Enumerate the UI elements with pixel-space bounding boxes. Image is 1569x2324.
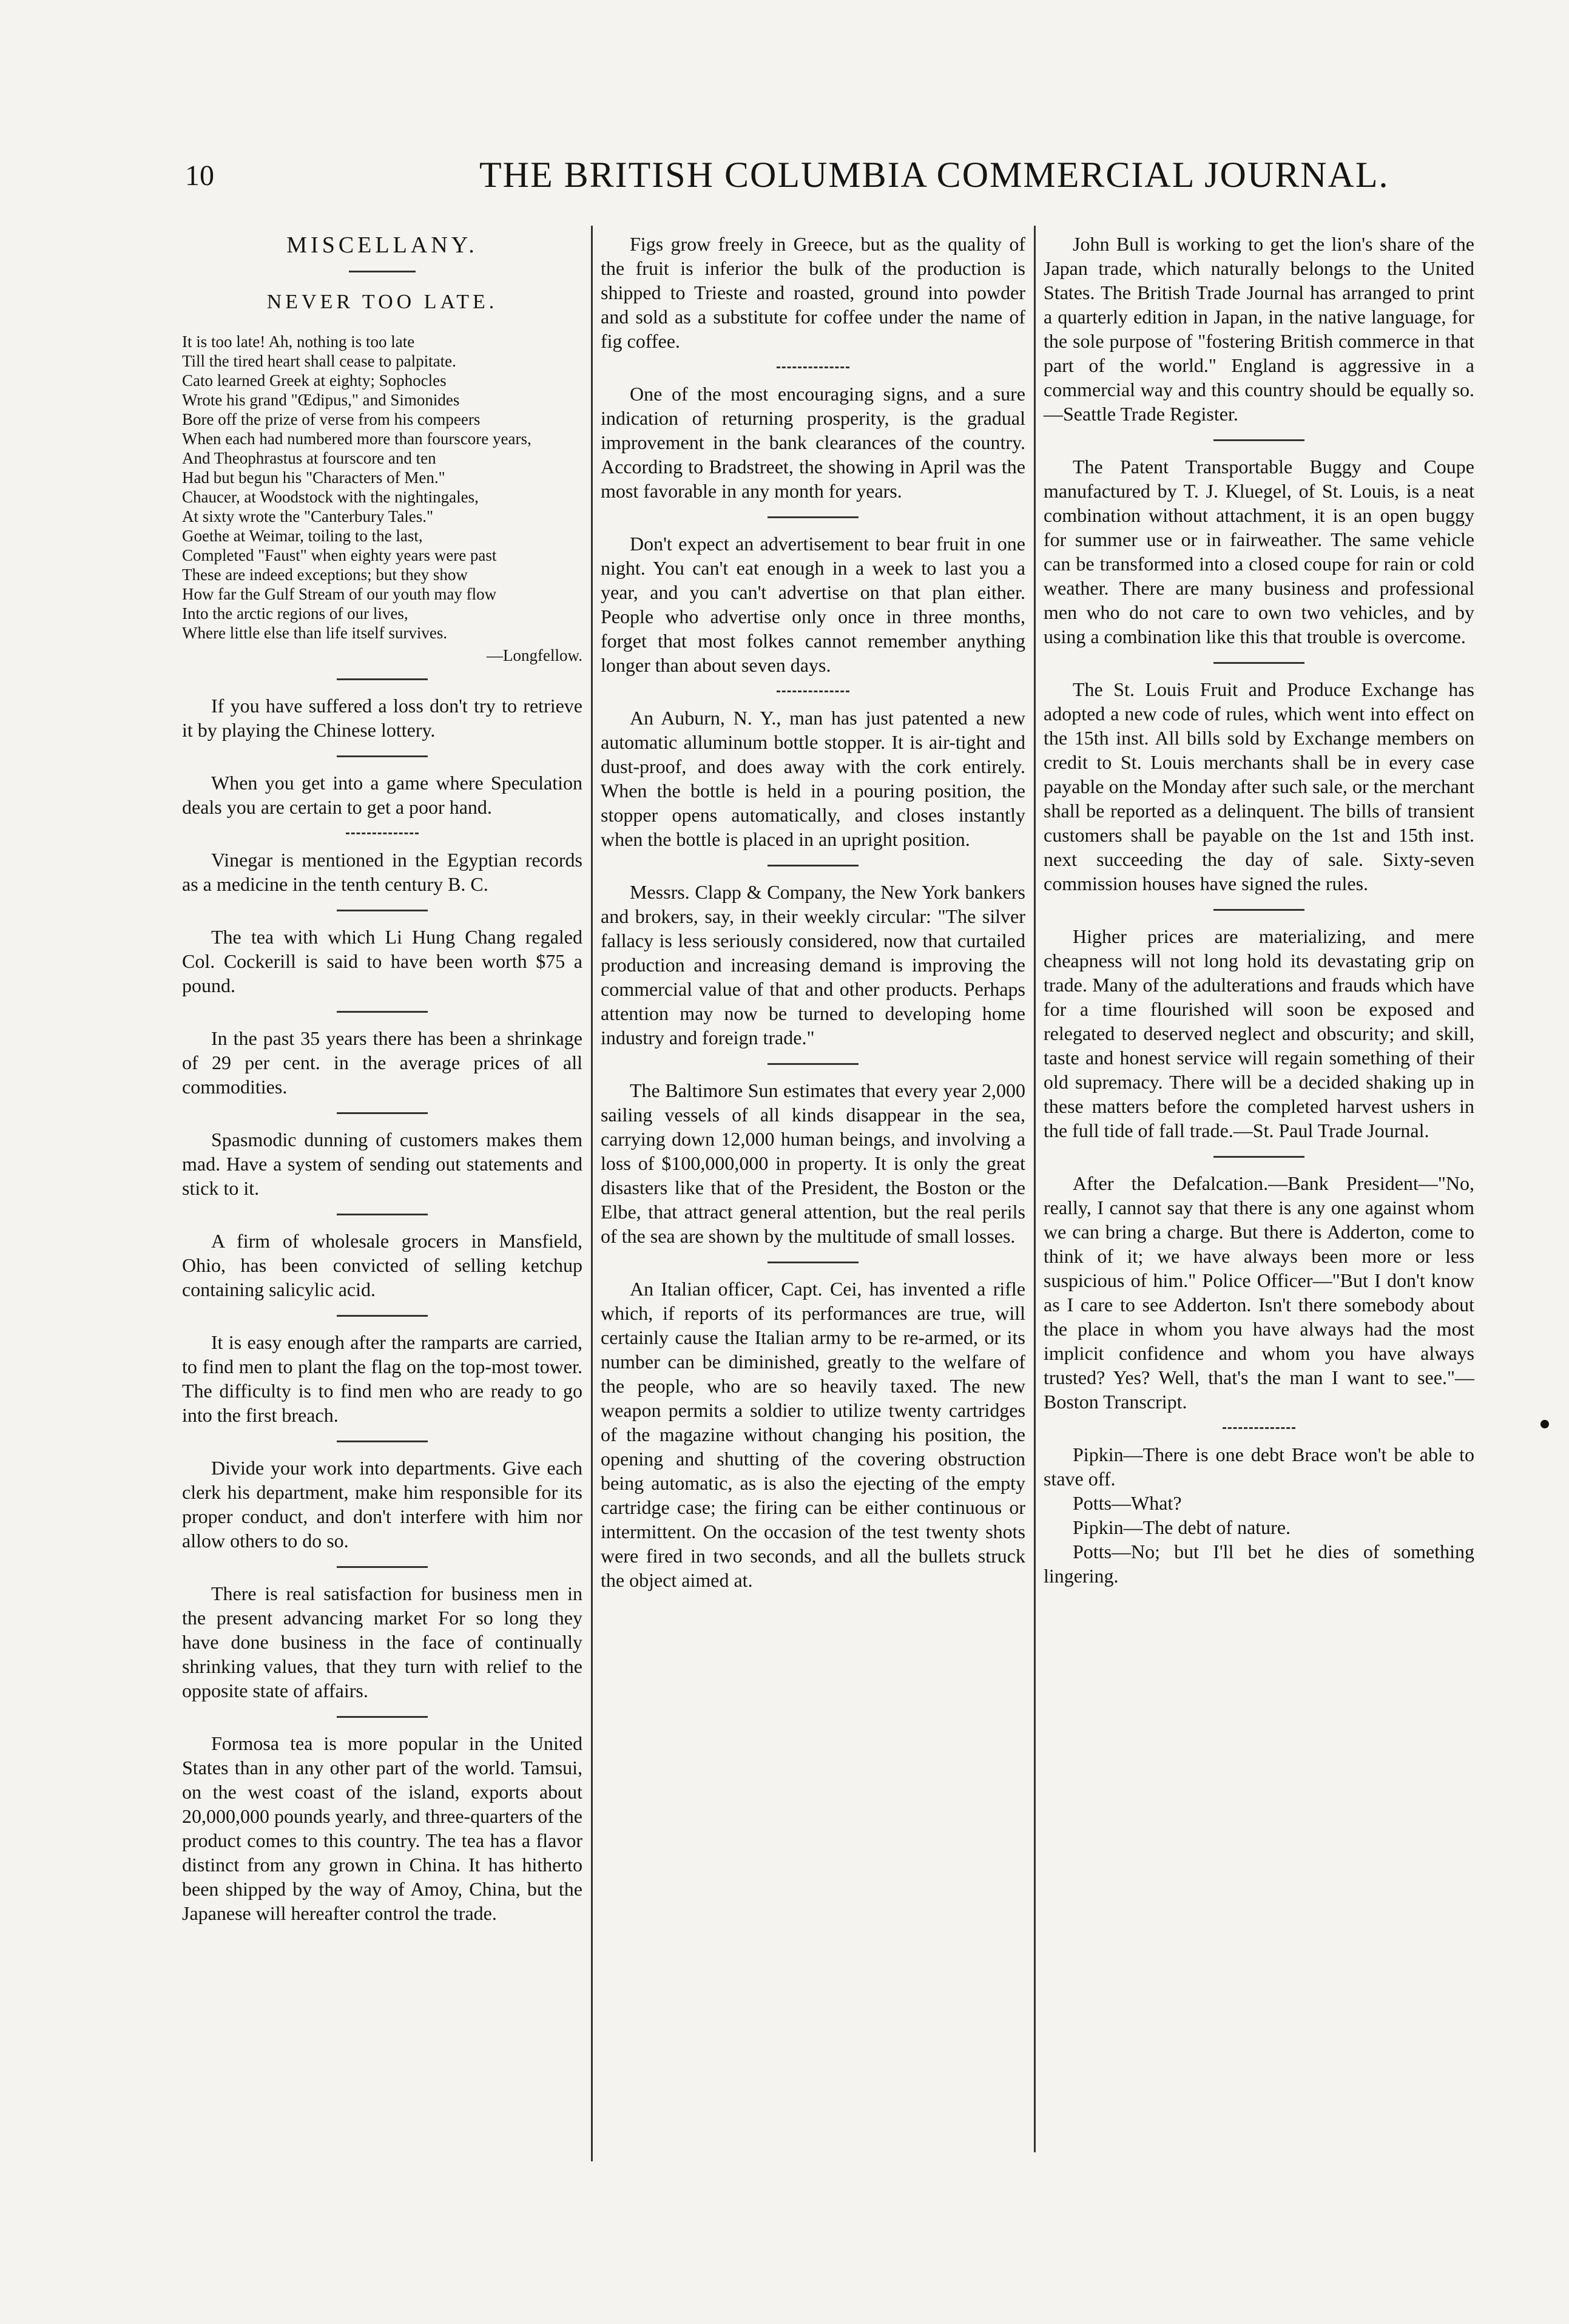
poem xyxy=(182,332,582,643)
dialogue-line: Pipkin—The debt of nature. xyxy=(1073,1516,1291,1538)
paragraph: A firm of wholesale grocers in Mansfield, Ohio, has been convicted of selling ketchup containing salicylic acid. xyxy=(182,1230,582,1300)
poem-line: At sixty wrote the "Canterbury Tales." xyxy=(182,507,434,525)
ink-dot xyxy=(1540,1420,1549,1428)
poem-line: These are indeed exceptions; but they show xyxy=(182,566,468,584)
separator xyxy=(1213,1156,1304,1158)
paragraph: Higher prices are materializing, and mere cheapness will not long hold its devastating grip on trade. Many of the adulterations and frauds which have for a time flourished will soon be exposed and relegated to deserved neglect and obscurity; and skill, taste and honest service will regain something of their old supremacy. There will be a decided shaking up in these matters before the completed harvest ushers in the full tide of fall trade.—St. Paul Trade Journal. xyxy=(1044,925,1474,1141)
separator xyxy=(768,865,859,866)
separator xyxy=(337,1716,428,1718)
separator xyxy=(1213,909,1304,911)
column-1 xyxy=(182,232,582,1925)
dialogue-line: Potts—What? xyxy=(1073,1492,1182,1514)
poem-line: Cato learned Greek at eighty; Sophocles xyxy=(182,371,447,390)
separator xyxy=(1223,1427,1295,1429)
separator xyxy=(346,833,419,834)
separator xyxy=(337,1315,428,1317)
paragraph: The St. Louis Fruit and Produce Exchange has adopted a new code of rules, which went into effect on the 15th inst. All bills sold by Exchange members on credit to St. Louis merchants shall be in every case payable on the Monday after such sale, or the merchant shall be reported as a delinquent. The bills of transient customers shall be payable on the 1st and 15th inst. next succeeding the day of sale. Sixty-seven commission houses have signed the rules. xyxy=(1044,678,1474,894)
poem-line: Till the tired heart shall cease to palpitate. xyxy=(182,352,456,370)
poem-line: When each had numbered more than fourscore years, xyxy=(182,430,531,448)
paragraph: It is easy enough after the ramparts are carried, to find men to plant the flag on the top-most tower. The difficulty is to find men who are ready to go into the first breach. xyxy=(182,1331,582,1426)
poem-line: How far the Gulf Stream of our youth may flow xyxy=(182,585,497,603)
paragraph: Divide your work into departments. Give each clerk his department, make him responsible for its proper conduct, and don't interfere with him nor allow others to do so. xyxy=(182,1457,582,1552)
paragraph: The Patent Transportable Buggy and Coupe manufactured by T. J. Kluegel, of St. Louis, is a neat combination without attachment, it is an open buggy for summer use or in fairweather. The same vehicle can be transformed into a closed coupe for rain or cold weather. There are many business and professional men who do not care to own two vehicles, and by using a combination like this that trouble is overcome. xyxy=(1044,456,1474,647)
section-heading: MISCELLANY. xyxy=(286,232,478,258)
separator xyxy=(337,755,428,757)
paragraph: In the past 35 years there has been a shrinkage of 29 per cent. in the average prices of all commodities. xyxy=(182,1027,582,1098)
paragraph: Vinegar is mentioned in the Egyptian records as a medicine in the tenth century B. C. xyxy=(182,849,582,895)
dialogue-line: Potts—No; but I'll bet he dies of something lingering. xyxy=(1044,1541,1474,1587)
separator xyxy=(337,1011,428,1013)
paragraph: An Auburn, N. Y., man has just patented a new automatic alluminum bottle stopper. It is air-tight and dust-proof, and does away with the cork entirely. When the bottle is held in a pouring position, the stopper opens automatically, and closes instantly when the bottle is placed in an upright position. xyxy=(601,707,1025,850)
paragraph: Spasmodic dunning of customers makes them mad. Have a system of sending out statements and stick to it. xyxy=(182,1129,582,1199)
paragraph: After the Defalcation.—Bank President—"No, really, I cannot say that there is any one against whom we can bring a charge. But there is Adderton, come to think of it; we have always been more or less suspicious of him." Police Officer—"But I don't know as I care to see Adderton. Isn't there somebody about the place in whom you have always had the most implicit confidence and whom you have always trusted? Yes? Well, that's the man I want to see."—Boston Transcript. xyxy=(1044,1172,1474,1413)
page-number: 10 xyxy=(185,160,214,192)
poem-line: Wrote his grand "Œdipus," and Simonides xyxy=(182,391,460,409)
paragraph: One of the most encouraging signs, and a sure indication of returning prosperity, is the gradual improvement in the bank clearances of the country. According to Bradstreet, the showing in April was the most favorable in any month for years. xyxy=(601,383,1025,502)
paragraph: Don't expect an advertisement to bear fruit in one night. You can't eat enough in a week to last you a year, and you can't advertise on that plan either. People who advertise only once in three months, forget that most folkes cannot remember anything longer than about seven days. xyxy=(601,533,1025,676)
poem-line: And Theophrastus at fourscore and ten xyxy=(182,449,436,467)
poem-line: Chaucer, at Woodstock with the nightingales, xyxy=(182,488,479,506)
paragraph: John Bull is working to get the lion's share of the Japan trade, which naturally belongs to the United States. The British Trade Journal has arranged to print a quarterly edition in Japan, in the native language, for the sole purpose of "fostering British commerce in that part of the world." England is aggressive in a commercial way and this country should be equally so.—Seattle Trade Register. xyxy=(1044,233,1474,425)
separator xyxy=(777,367,849,368)
poem-line: Where little else than life itself survives. xyxy=(182,624,448,642)
separator xyxy=(1213,439,1304,441)
poem-author: —Longfellow. xyxy=(487,646,582,664)
poem-line: Goethe at Weimar, toiling to the last, xyxy=(182,527,423,545)
dialogue-line: Pipkin—There is one debt Brace won't be able to stave off. xyxy=(1044,1444,1474,1490)
separator xyxy=(337,910,428,911)
column-2 xyxy=(601,232,1025,1592)
masthead-title: THE BRITISH COLUMBIA COMMERCIAL JOURNAL. xyxy=(479,155,1389,195)
paragraph: When you get into a game where Speculation deals you are certain to get a poor hand. xyxy=(182,772,582,818)
separator xyxy=(777,691,849,692)
column-3 xyxy=(1044,232,1474,1588)
poem-line: Bore off the prize of verse from his compeers xyxy=(182,410,481,428)
separator xyxy=(337,1112,428,1114)
separator xyxy=(768,516,859,518)
paragraph: There is real satisfaction for business men in the present advancing market For so long they have done business in the face of continually shrinking values, that they turn with relief to the opposite state of affairs. xyxy=(182,1583,582,1701)
separator xyxy=(337,1441,428,1442)
separator xyxy=(337,1214,428,1215)
poem-line: It is too late! Ah, nothing is too late xyxy=(182,333,415,351)
paragraph: An Italian officer, Capt. Cei, has invented a rifle which, if reports of its performances are true, will certainly cause the Italian army to be re-armed, or its number can be diminished, greatly to the welfare of the people, who are so heavily taxed. The new weapon permits a soldier to utilize twenty cartridges of the magazine without changing his position, the opening and shutting of the covering obstruction being automatic, as is also the ejecting of the empty cartridge case; the firing can be either continuous or intermittent. On the occasion of the test twenty shots were fired in two seconds, and all the bullets struck the object aimed at. xyxy=(601,1278,1025,1591)
separator xyxy=(337,678,428,680)
paragraph: Messrs. Clapp & Company, the New York bankers and brokers, say, in their weekly circular: "The silver fallacy is less seriously considered, now that curtailed production and increasing demand is improving the commercial value of that and other products. Perhaps attention may now be turned to developing home industry and foreign trade." xyxy=(601,881,1025,1049)
separator xyxy=(768,1063,859,1065)
separator xyxy=(768,1262,859,1263)
column-rule-right xyxy=(1034,226,1036,2152)
paragraph: Figs grow freely in Greece, but as the quality of the fruit is inferior the bulk of the production is shipped to Trieste and roasted, ground into powder and sold as a substitute for coffee under the name of fig coffee. xyxy=(601,233,1025,352)
paragraph: The tea with which Li Hung Chang regaled Col. Cockerill is said to have been worth $75 a pound. xyxy=(182,926,582,996)
poem-title: NEVER TOO LATE. xyxy=(266,291,498,313)
paragraph: The Baltimore Sun estimates that every year 2,000 sailing vessels of all kinds disappear in the sea, carrying down 12,000 human beings, and involving a loss of $100,000,000 in property. It is only the great disasters like that of the President, the Boston or the Elbe, that attract general attention, but the real perils of the sea are shown by the multitude of small losses. xyxy=(601,1079,1025,1247)
separator xyxy=(1213,662,1304,664)
column-rule-left xyxy=(591,226,593,2161)
separator xyxy=(337,1566,428,1568)
poem-line: Had but begun his "Characters of Men." xyxy=(182,468,445,487)
poem-line: Into the arctic regions of our lives, xyxy=(182,604,408,623)
paragraph: Formosa tea is more popular in the United States than in any other part of the world. Tamsui, on the west coast of the island, exports about 20,000,000 pounds yearly, and three-quarters of the product comes to this country. The tea has a flavor distinct from any grown in China. It has hitherto been shipped by the way of Amoy, China, but the Japanese will hereafter control the trade. xyxy=(182,1732,582,1924)
poem-line: Completed "Faust" when eighty years were past xyxy=(182,546,497,564)
heading-rule xyxy=(349,271,416,272)
paragraph: If you have suffered a loss don't try to retrieve it by playing the Chinese lottery. xyxy=(182,695,582,741)
